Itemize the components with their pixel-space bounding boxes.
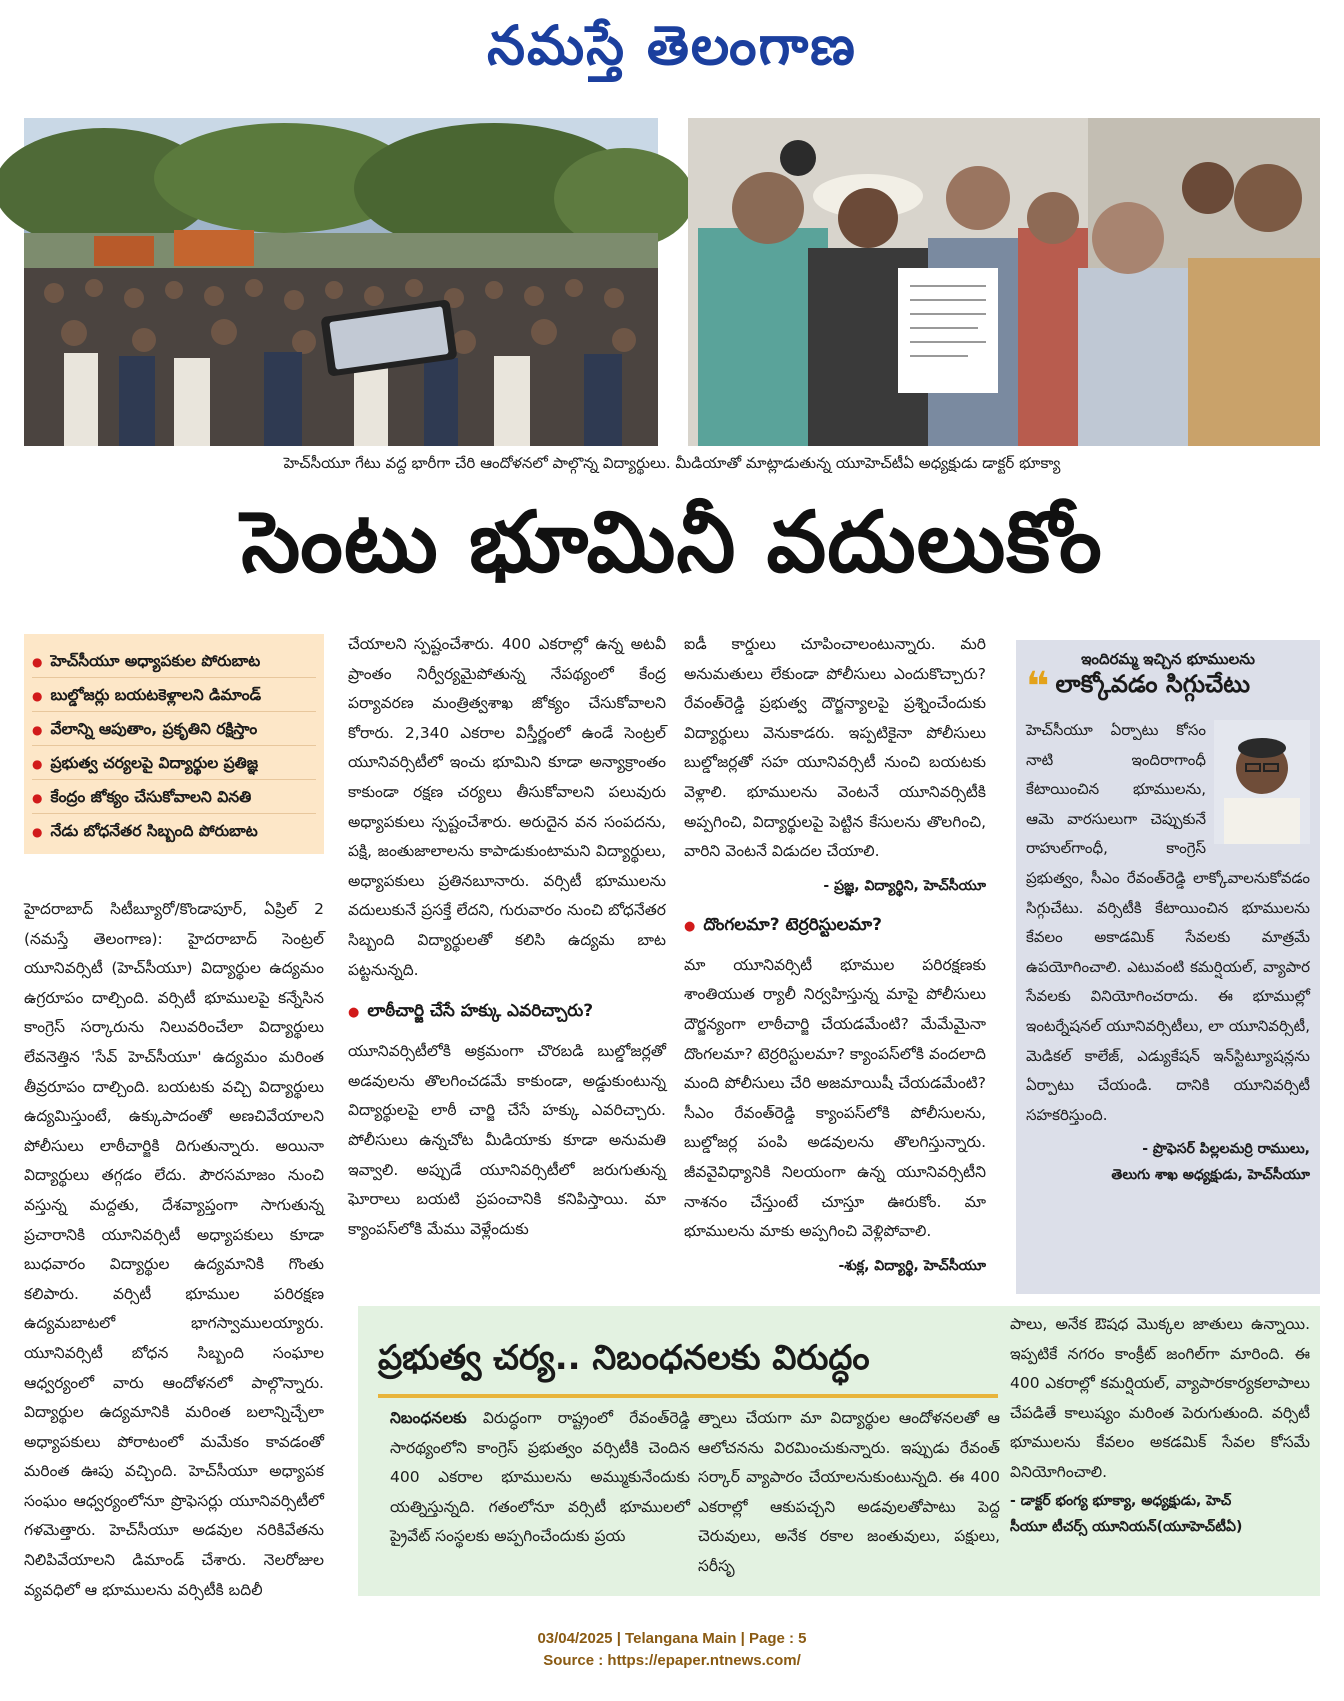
- quote-attribution: [1026, 1136, 1310, 1188]
- attribution-name: - డాక్టర్ భంగ్య భూక్యా, అధ్యక్షుడు, హెచ్: [1010, 1492, 1232, 1509]
- bottom-column-3: [1010, 1310, 1310, 1590]
- article-text: చేయాలని స్పష్టంచేశారు. 400 ఎకరాల్లో ఉన్న అటవీ ప్రాంతం నిర్వీర్యమైపోతున్న నేపథ్యంలో కేంద్ర పర్యావరణ మంత్రిత్వశాఖ జోక్యం చేసుకోవాలని కోరారు. 2,340 ఎకరాల విస్తీర్ణంలో ఉండే సెంట్రల్ యూనివర్సిటీలో ఇంచు భూమిని కూడా అన్యాక్రాంతం కాకుండా రక్షణ చర్యలు తీసుకోవాలని పలువురు అధ్యాపకులు స్పష్టంచేశారు. అరుదైన వన సంపదను, పక్షి, జంతుజాలాలను కాపాడుకుంటామని విద్యార్థులు, అధ్యాపకులు ప్రతినబూనారు. వర్సిటీ భూములను వదులుకునే ప్రసక్తే లేదని, గురువారం నుంచి బోధనేతర సిబ్బంది విద్యార్థులతో కలిసి ఉద్యమ బాట పట్టనున్నది.: [348, 635, 666, 979]
- professor-portrait: [1214, 720, 1310, 844]
- article-column-2: [348, 630, 666, 1305]
- photo-caption: హెచ్‌సీయూ గేటు వద్ద భారీగా చేరి ఆందోళనలో పాల్గొన్న విద్యార్థులు. మీడియాతో మాట్లాడుతున్న యూహెచ్‌టీఏ అధ్యక్షుడు డాక్టర్ భూక్యా: [170, 448, 1174, 478]
- bottom-text: పాలు, అనేక ఔషధ మొక్కల జాతులు ఉన్నాయి. ఇప్పటికే నగరం కాంక్రీట్ జంగిల్‌గా మారింది. ఈ 400 ఎకరాల్లో కమర్షియల్, వ్యాపారకార్యకలాపాలు చేపడితే కాలుష్యం మరింత పెరుగుతుంది. వర్సిటీ భూములను కేవలం అకడమిక్ సేవల కోసమే వినియోగించాలి.: [1010, 1315, 1310, 1481]
- highlight-item: ● బుల్డోజర్లు బయటకెళ్లాలని డిమాండ్: [32, 678, 316, 712]
- press-meet-photo: [688, 118, 1320, 446]
- source-link[interactable]: Source : https://epaper.ntnews.com/: [543, 1652, 801, 1669]
- subheading: ● దొంగలమా? టెర్రరిస్టులమా?: [684, 911, 986, 941]
- protest-crowd-photo: [24, 118, 658, 446]
- bottom-column-1: [390, 1404, 690, 1590]
- bottom-column-2: [698, 1404, 1000, 1590]
- quote-attribution: - ప్రజ్ఞ, విద్యార్థిని, హెచ్‌సీయూ: [823, 877, 986, 894]
- sidebar-title: లాక్కోవడం సిగ్గుచేటు: [1055, 670, 1251, 698]
- article-text: యూనివర్సిటీలోకి అక్రమంగా చొరబడి బుల్డోజర్లతో అడవులను తొలగించడమే కాకుండా, అడ్డుకుంటున్న విద్యార్థులపై లాఠీ చార్జి చేసే హక్కు ఎవరిచ్చారు. పోలీసులు ఉన్నచోట మీడియాకు కూడా అనుమతి ఇవ్వాలి. అప్పుడే యూనివర్సిటీలో జరుగుతున్న ఘోరాలు బయటి ప్రపంచానికి కనిపిస్తాయి. మా క్యాంపస్‌లోకి మేము వెళ్లేందుకు: [348, 1042, 666, 1238]
- highlight-item: ● వేలాన్ని ఆపుతాం, ప్రకృతిని రక్షిస్తాం: [32, 712, 316, 746]
- quote-icon: ❝: [1026, 664, 1050, 710]
- lead-word: నిబంధనలకు: [390, 1409, 467, 1427]
- attribution-name: - ప్రొఫెసర్ పిల్లలమర్రి రాములు,: [1142, 1141, 1310, 1158]
- page-footer: [0, 1628, 1344, 1672]
- sidebar-quote-box: [1016, 640, 1320, 1294]
- article-text: ఐడీ కార్డులు చూపించాలంటున్నారు. మరి అనుమతులు లేకుండా పోలీసులు ఎందుకొచ్చారు? రేవంత్‌రెడ్డి ప్రభుత్వ దౌర్జన్యాలపై ప్రశ్నించేందుకు విద్యార్థులు వెనుకాడరు. ఇప్పటికైనా పోలీసులు బుల్డోజర్లతో సహ యూనివర్సిటీ నుంచి బయటకు వెళ్లాలి. భూములను వెంటనే యూనివర్సిటీకి అప్పగించి, విద్యార్థులపై పెట్టిన కేసులను తొలగించి, వారిని వెంటనే విడుదల చేయాలి.: [684, 635, 986, 861]
- article-column-1: [24, 895, 324, 1599]
- attribution-title: సీయూ టీచర్స్ యూనియన్(యూహెచ్‌టీఏ): [1010, 1518, 1243, 1535]
- article-column-3: [684, 630, 986, 1295]
- article-text: మా యూనివర్సిటీ భూముల పరిరక్షణకు శాంతియుత ర్యాలీ నిర్వహిస్తున్న మాపై పోలీసులు దౌర్జన్యంగా లాఠీచార్జి చేయడమేంటి? మేమేమైనా దొంగలమా? టెర్రరిస్టులమా? క్యాంపస్‌లోకి వందలాది మంది పోలీసులు చేరి అజమాయిషీ చేయడమేంటి? సీఎం రేవంత్‌రెడ్డి క్యాంపస్‌లోకి పోలీసులను, బుల్డోజర్ల పంపి అడవులను తొలగిస్తున్నారు. జీవవైవిధ్యానికి నిలయంగా ఉన్న యూనివర్సిటీని నాశనం చేస్తుంటే చూస్తూ ఊరుకోం. మా భూములను మాకు అప్పగించి వెళ్లిపోవాలి.: [684, 955, 986, 1241]
- bottom-headline: ప్రభుత్వ చర్య.. నిబంధనలకు విరుద్ధం: [378, 1338, 870, 1378]
- bottom-quote-box: [358, 1306, 1320, 1596]
- quote-attribution: [1010, 1488, 1310, 1540]
- attribution-title: తెలుగు శాఖ అధ్యక్షుడు, హెచ్‌సీయూ: [1111, 1167, 1310, 1184]
- edition-info: 03/04/2025 | Telangana Main | Page : 5: [537, 1630, 807, 1647]
- sidebar-kicker: ఇందిరమ్మ ఇచ్చిన భూములను: [1081, 650, 1255, 668]
- masthead: [0, 8, 1344, 96]
- bottom-text: విరుద్ధంగా రాష్ట్రంలో రేవంత్‌రెడ్డి సారథ్యంలోని కాంగ్రెస్ ప్రభుత్వం వర్సిటీకి చెందిన 400 ఎకరాల భూములను అమ్ముకునేందుకు యత్నిస్తున్నది. గతంలోనూ వర్సిటీ భూములలో ప్రైవేట్ సంస్థలకు అప్పగించేందుకు ప్రయ: [390, 1409, 690, 1546]
- headline-rule: [378, 1394, 998, 1398]
- main-headline: సెంటు భూమినీ వదులుకోం: [241, 492, 1103, 591]
- article-text: హైదరాబాద్ సిటీబ్యూరో/కొండాపూర్, ఏప్రిల్ 2 (నమస్తే తెలంగాణ): హైదరాబాద్ సెంట్రల్ యూనివర్సిటీ (హెచ్‌సీయూ) విద్యార్థుల ఉద్యమం ఉగ్రరూపం దాల్చింది. వర్సిటీ భూములపై కన్నేసిన కాంగ్రెస్ సర్కారును నిలువరించేలా విద్యార్థులు లేవనెత్తిన 'సేవ్ హెచ్‌సీయూ' ఉద్యమం మరింత తీవ్రరూపం దాల్చింది. బయటకు వచ్చి విద్యార్థులు ఉద్యమిస్తుంటే, ఉక్కుపాదంతో అణచివేయాలని పోలీసులు లాఠీచార్జికి దిగుతున్నారు. అయినా విద్యార్థులు తగ్గడం లేదు. పౌరసమాజం నుంచి వస్తున్న మద్దతు, దేశవ్యాప్తంగా సాగుతున్న ప్రచారానికి యూనివర్సిటీ అధ్యాపకులు కూడా బుధవారం విద్యార్థుల ఉద్యమానికి గొంతు కలిపారు. వర్సిటీ భూముల పరిరక్షణ ఉద్యమబాటలో భాగస్వాములయ్యారు. యూనివర్సిటీ బోధన సిబ్బంది సంఘాల ఆధ్వర్యంలో వారు ఆందోళనలో పాల్గొన్నారు. విద్యార్థుల ఉద్యమానికి మరింత బలాన్నిచ్చేలా అధ్యాపకులు పోరాటంలో మమేకం కావడంతో మరింత ఊపు వచ్చింది. హెచ్‌సీయూ అధ్యాపక సంఘం ఆధ్వర్యంలోనూ ప్రొఫెసర్లు యూనివర్సిటీలో గళమెత్తారు. హెచ్‌సీయూ అడవుల నరికివేతను నిలిపివేయాలని డిమాండ్ చేశారు. నెలరోజుల వ్యవధిలో ఆ భూములను వర్సిటీకి బదిలీ: [24, 900, 324, 1599]
- highlight-item: ● నేడు బోధనేతర సిబ్బంది పోరుబాట: [32, 814, 316, 848]
- masthead-logo: నమస్తే తెలంగాణ: [487, 13, 857, 77]
- highlight-item: ● ప్రభుత్వ చర్యలపై విద్యార్థుల ప్రతిజ్ఞ: [32, 746, 316, 780]
- bottom-text: త్నాలు చేయగా మా విద్యార్థుల ఆందోళనలతో ఆ ఆలోచనను విరమించుకున్నారు. ఇప్పుడు రేవంత్ సర్కార్ వ్యాపారం చేయాలనుకుంటున్నది. ఈ 400 ఎకరాల్లో ఆకుపచ్చని అడవులతోపాటు పెద్ద చెరువులు, అనేక రకాల జంతువులు, పక్షులు, సరీసృ: [698, 1409, 1000, 1575]
- highlights-box: [24, 634, 324, 854]
- sidebar-body: హెచ్‌సీయూ ఏర్పాటు కోసం నాటి ఇందిరాగాంధీ కేటాయించిన భూములను, ఆమె వారసులుగా చెప్పుకునే రాహుల్‌గాంధీ, కాంగ్రెస్ ప్రభుత్వం, సీఎం రేవంత్‌రెడ్డి లాక్కోవాలనుకోవడం సిగ్గుచేటు. వర్సిటీకి కేటాయించిన భూములను కేవలం అకాడమిక్ సేవలకు మాత్రమే ఉపయోగించాలి. ఎటువంటి కమర్షియల్, వ్యాపార సేవలకు వినియోగించరాదు. ఈ భూముల్లో ఇంటర్నేషనల్ యూనివర్సిటీలు, లా యూనివర్సిటీ, మెడికల్ కాలేజ్, ఎడ్యుకేషన్ ఇన్‌స్టిట్యూషన్లను ఏర్పాటు చేయండి. దానికి యూనివర్సిటీ సహకరిస్తుంది.: [1026, 721, 1310, 1124]
- sidebar-title-row: [1026, 664, 1310, 710]
- highlight-item: ● కేంద్రం జోక్యం చేసుకోవాలని వినతి: [32, 780, 316, 814]
- subheading: ● లాఠీచార్జి చేసే హక్కు ఎవరిచ్చారు?: [348, 997, 666, 1027]
- quote-attribution: -శుక్ల, విద్యార్థి, హెచ్‌సీయూ: [838, 1257, 986, 1274]
- highlight-item: ● హెచ్‌సీయూ అధ్యాపకుల పోరుబాట: [32, 644, 316, 678]
